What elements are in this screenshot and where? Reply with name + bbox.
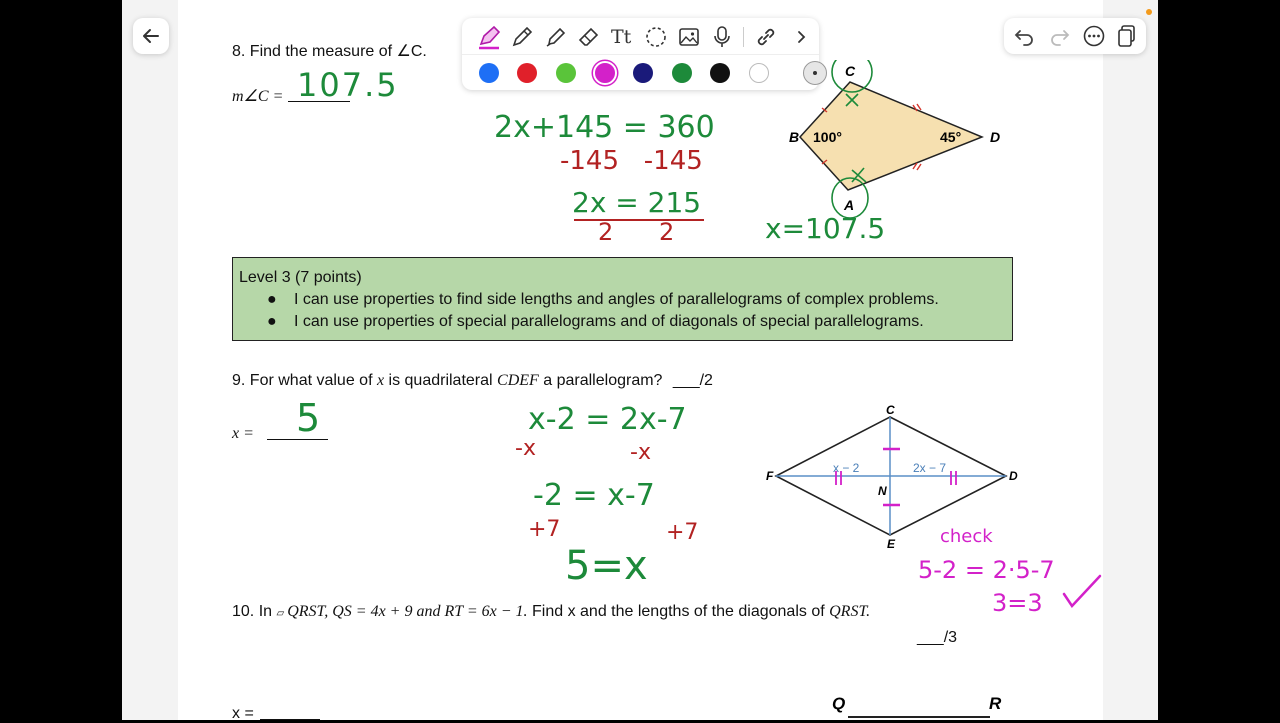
color-swatch-white[interactable] <box>749 63 769 83</box>
segment-label-left: x − 2 <box>833 461 860 475</box>
q10-figure-top-edge <box>848 716 990 722</box>
q9-points: ___/2 <box>672 372 713 389</box>
status-dot <box>1146 9 1152 15</box>
rhombus-vertex-f: F <box>766 469 774 483</box>
marker-icon[interactable] <box>544 25 568 49</box>
level-3-box <box>232 257 1013 341</box>
q9-work-line-1: x-2 = 2x-7 <box>528 402 687 437</box>
lasso-icon[interactable] <box>644 25 668 49</box>
question-9-title <box>232 372 713 390</box>
q9-work-sub-left: -x <box>515 436 536 461</box>
question-8-handwritten-answer: 107.5 <box>297 66 399 104</box>
back-button[interactable] <box>133 18 169 54</box>
q8-work-line-3: 2x = 215 <box>572 186 702 219</box>
color-swatch-magenta-selected[interactable] <box>593 61 617 85</box>
vertex-d-label: D <box>990 129 1001 145</box>
q9-work-line-2: -2 = x-7 <box>533 478 655 513</box>
level-3-bullet-1: I can use properties to find side lengths and angles of parallelograms of complex problems. <box>294 291 939 308</box>
color-swatch-dark-green[interactable] <box>672 63 692 83</box>
image-icon[interactable] <box>677 25 701 49</box>
text-tool-icon[interactable]: Tt <box>611 26 632 48</box>
eraser-icon[interactable] <box>577 25 601 49</box>
toolbar-separator <box>743 27 744 47</box>
q10-title-shape: QRST, QS = 4x + 9 and RT = 6x − 1. <box>287 603 528 620</box>
q9-title-mid: is quadrilateral <box>384 372 498 389</box>
chevron-right-icon[interactable] <box>791 27 811 47</box>
angle-b-label: 100° <box>813 129 842 145</box>
q9-check-label: check <box>940 526 993 547</box>
q8-work-line-5: x=107.5 <box>765 212 886 245</box>
question-9-answer-label: x = <box>232 425 254 442</box>
pages-icon[interactable] <box>1117 24 1137 48</box>
color-swatch-navy[interactable] <box>633 63 653 83</box>
vertex-a-label: A <box>844 197 855 213</box>
parallelogram-symbol-icon: ▱ <box>276 608 285 619</box>
question-8-answer-label: m∠C = <box>232 88 284 105</box>
right-toolbar <box>1004 18 1146 54</box>
q8-work-line-1: 2x+145 = 360 <box>494 110 715 145</box>
question-8-title: 8. Find the measure of ∠C. <box>232 43 427 60</box>
rhombus-vertex-d: D <box>1009 469 1018 483</box>
q10-points: ___/3 <box>917 629 958 646</box>
rhombus-center-n: N <box>878 484 887 498</box>
level-3-bullet-2: I can use properties of special parallelograms and of diagonals of special parallelograms. <box>294 313 924 330</box>
q9-work-sub-right: -x <box>630 440 651 465</box>
highlighter-pen-icon[interactable] <box>476 24 502 50</box>
more-icon[interactable] <box>1083 25 1105 47</box>
q10-title-post: Find x and the lengths of the diagonals of <box>527 603 830 620</box>
question-9-handwritten-answer: 5 <box>296 396 321 440</box>
link-icon[interactable] <box>754 25 778 49</box>
rhombus-vertex-e: E <box>887 537 896 551</box>
q8-work-line-4: 2 2 <box>598 218 675 246</box>
microphone-icon[interactable] <box>711 25 733 49</box>
q9-work-add-right: +7 <box>666 520 699 545</box>
level-3-heading: Level 3 (7 points) <box>239 269 362 286</box>
color-swatch-black[interactable] <box>710 63 730 83</box>
q9-title-var: x <box>376 372 385 389</box>
q10-vertex-r: R <box>989 694 1002 713</box>
redo-icon[interactable] <box>1048 26 1070 46</box>
vertex-c-label: C <box>845 63 856 79</box>
q9-title-pre: 9. For what value of <box>232 372 377 389</box>
color-swatch-blue[interactable] <box>479 63 499 83</box>
q9-title-shape: CDEF <box>497 372 539 389</box>
rhombus-vertex-c: C <box>886 403 895 417</box>
undo-icon[interactable] <box>1014 26 1036 46</box>
level-3-bullet-1-dot: ● <box>267 291 277 308</box>
q10-title-end: QRST. <box>829 603 871 620</box>
segment-label-right: 2x − 7 <box>913 461 947 475</box>
q9-work-add-left: +7 <box>528 517 561 542</box>
vertex-b-label: B <box>789 129 800 145</box>
arrow-left-icon <box>133 18 169 54</box>
color-swatch-light-green[interactable] <box>556 63 576 83</box>
q9-check-line-2: 3=3 <box>992 589 1043 617</box>
angle-d-label: 45° <box>940 129 962 145</box>
q8-work-line-2: -145 -145 <box>560 146 703 176</box>
toolbar-divider <box>462 54 819 55</box>
q9-title-post: a parallelogram? <box>538 372 663 389</box>
q9-check-line-1: 5-2 = 2·5-7 <box>918 556 1055 584</box>
q10-vertex-q: Q <box>832 694 846 713</box>
level-3-bullet-2-dot: ● <box>267 313 277 330</box>
q9-checkmark-icon <box>1060 572 1104 610</box>
q9-work-result: 5=x <box>565 543 648 589</box>
pen-icon[interactable] <box>510 25 534 49</box>
question-10-answer-label: x = <box>232 705 254 722</box>
question-10-title <box>232 603 870 621</box>
q10-title-pre: 10. In <box>232 603 277 620</box>
color-swatch-red[interactable] <box>517 63 537 83</box>
